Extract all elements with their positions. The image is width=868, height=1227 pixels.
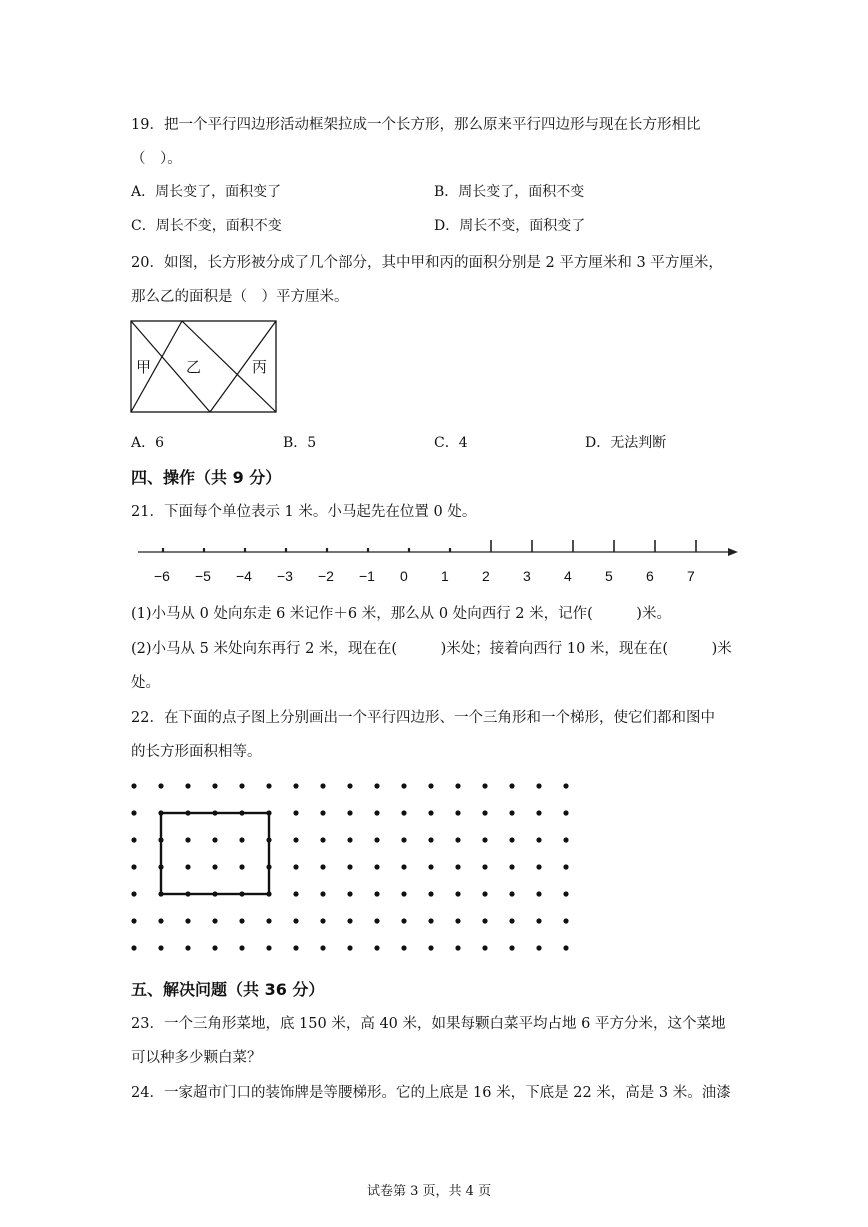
grid-dot[interactable]	[509, 837, 514, 842]
grid-dot[interactable]	[455, 837, 460, 842]
grid-dot[interactable]	[455, 918, 460, 923]
grid-dot[interactable]	[401, 918, 406, 923]
grid-dot[interactable]	[455, 891, 460, 896]
grid-dot[interactable]	[131, 837, 136, 842]
grid-dot[interactable]	[212, 864, 217, 869]
grid-dot[interactable]	[563, 783, 568, 788]
grid-dot[interactable]	[374, 945, 379, 950]
grid-dot[interactable]	[428, 891, 433, 896]
grid-dot[interactable]	[347, 783, 352, 788]
grid-dot[interactable]	[212, 783, 217, 788]
number-line-label: −1	[359, 568, 375, 584]
grid-dot[interactable]	[536, 891, 541, 896]
q22-stem-line1: 22．在下面的点子图上分别画出一个平行四边形、一个三角形和一个梯形，使它们都和图中	[131, 710, 715, 726]
number-line-label: 1	[441, 568, 449, 584]
grid-dot[interactable]	[158, 945, 163, 950]
grid-dot[interactable]	[509, 810, 514, 815]
grid-dot[interactable]	[293, 810, 298, 815]
grid-dot[interactable]	[428, 945, 433, 950]
grid-dot[interactable]	[347, 810, 352, 815]
grid-dot[interactable]	[293, 864, 298, 869]
q19-option-c: C．周长不变，面积不变	[131, 218, 282, 234]
grid-dot[interactable]	[482, 891, 487, 896]
q21-sub2-line2: 处。	[131, 675, 160, 691]
grid-dot[interactable]	[212, 810, 217, 815]
grid-dot[interactable]	[293, 837, 298, 842]
grid-dot[interactable]	[509, 945, 514, 950]
grid-dot[interactable]	[509, 864, 514, 869]
q20-option-b: B．5	[283, 435, 317, 451]
grid-dot[interactable]	[158, 891, 163, 896]
grid-dot[interactable]	[185, 864, 190, 869]
grid-dot[interactable]	[374, 918, 379, 923]
grid-dot[interactable]	[401, 783, 406, 788]
q20-label-jia: 甲	[136, 358, 152, 376]
q20-option-d: D．无法判断	[585, 435, 667, 451]
grid-dot[interactable]	[320, 891, 325, 896]
number-line-label: 5	[605, 568, 613, 584]
q20-label-yi: 乙	[186, 358, 202, 376]
q21-sub1: (1)小马从 0 处向东走 6 米记作＋6 米，那么从 0 处向西行 2 米，记作( )米。	[131, 606, 671, 622]
grid-dot[interactable]	[320, 945, 325, 950]
grid-dot[interactable]	[266, 891, 271, 896]
grid-dot[interactable]	[347, 891, 352, 896]
grid-dot[interactable]	[320, 810, 325, 815]
grid-dot[interactable]	[536, 918, 541, 923]
grid-dot[interactable]	[482, 945, 487, 950]
grid-dot[interactable]	[563, 864, 568, 869]
number-line-label: 3	[523, 568, 531, 584]
grid-dot[interactable]	[185, 945, 190, 950]
grid-dot[interactable]	[185, 918, 190, 923]
grid-dot[interactable]	[266, 810, 271, 815]
grid-dot[interactable]	[401, 837, 406, 842]
grid-dot[interactable]	[428, 864, 433, 869]
grid-dot[interactable]	[185, 783, 190, 788]
grid-dot[interactable]	[374, 837, 379, 842]
q20-option-a: A．6	[131, 435, 165, 451]
q19-option-b: B．周长变了，面积不变	[434, 184, 585, 200]
grid-dot[interactable]	[374, 891, 379, 896]
grid-dot[interactable]	[374, 810, 379, 815]
grid-dot[interactable]	[131, 810, 136, 815]
grid-dot[interactable]	[563, 945, 568, 950]
grid-dot[interactable]	[158, 864, 163, 869]
q20-stem-line1: 20．如图，长方形被分成了几个部分，其中甲和丙的面积分别是 2 平方厘米和 3 平方厘米，	[131, 255, 723, 271]
grid-dot[interactable]	[293, 945, 298, 950]
number-line-label: 6	[646, 568, 654, 584]
grid-dot[interactable]	[158, 810, 163, 815]
grid-dot[interactable]	[401, 810, 406, 815]
grid-dot[interactable]	[482, 918, 487, 923]
q21-number-line	[134, 536, 744, 566]
grid-dot[interactable]	[347, 918, 352, 923]
number-line-label: 2	[482, 568, 490, 584]
grid-dot[interactable]	[455, 810, 460, 815]
grid-dot[interactable]	[293, 891, 298, 896]
grid-dot[interactable]	[239, 891, 244, 896]
q19-option-d: D．周长不变，面积变了	[434, 218, 586, 234]
q22-dot-grid[interactable]	[128, 780, 588, 960]
grid-dot[interactable]	[185, 810, 190, 815]
q19-option-a: A．周长变了，面积变了	[131, 184, 282, 200]
grid-dot[interactable]	[563, 918, 568, 923]
grid-dot[interactable]	[374, 783, 379, 788]
grid-dot[interactable]	[401, 864, 406, 869]
grid-dot[interactable]	[131, 891, 136, 896]
grid-dot[interactable]	[293, 783, 298, 788]
grid-dot[interactable]	[212, 945, 217, 950]
q22-stem-line2: 的长方形面积相等。	[131, 744, 262, 760]
section5-heading: 五、解决问题（共 36 分）	[131, 980, 325, 999]
grid-dot[interactable]	[347, 837, 352, 842]
grid-dot[interactable]	[266, 783, 271, 788]
number-line-label: 0	[400, 568, 408, 584]
grid-dot[interactable]	[185, 837, 190, 842]
grid-dot[interactable]	[374, 864, 379, 869]
grid-dot[interactable]	[158, 783, 163, 788]
grid-dot[interactable]	[239, 918, 244, 923]
grid-dot[interactable]	[266, 918, 271, 923]
grid-dot[interactable]	[266, 864, 271, 869]
grid-dot[interactable]	[563, 837, 568, 842]
grid-dot[interactable]	[320, 783, 325, 788]
grid-dot[interactable]	[536, 783, 541, 788]
grid-dot[interactable]	[239, 864, 244, 869]
grid-dot[interactable]	[131, 918, 136, 923]
grid-dot[interactable]	[482, 837, 487, 842]
grid-dot[interactable]	[131, 864, 136, 869]
grid-dot[interactable]	[509, 891, 514, 896]
grid-dot[interactable]	[482, 810, 487, 815]
grid-dot[interactable]	[266, 945, 271, 950]
q20-option-c: C．4	[434, 435, 468, 451]
grid-dot[interactable]	[536, 864, 541, 869]
q19-stem-line1: 19．把一个平行四边形活动框架拉成一个长方形，那么原来平行四边形与现在长方形相比	[131, 117, 701, 133]
grid-dot[interactable]	[347, 945, 352, 950]
number-line-label: −6	[154, 568, 170, 584]
q21-sub2-line1: (2)小马从 5 米处向东再行 2 米，现在在( )米处；接着向西行 10 米，现在在( )米	[131, 641, 732, 657]
number-line-label: −2	[318, 568, 334, 584]
q20-stem-line2: 那么乙的面积是（ ）平方厘米。	[131, 289, 349, 305]
grid-dot[interactable]	[536, 810, 541, 815]
grid-dot[interactable]	[239, 837, 244, 842]
grid-dot[interactable]	[563, 891, 568, 896]
q20-label-bing: 丙	[252, 358, 268, 376]
grid-dot[interactable]	[212, 837, 217, 842]
q23-stem-line2: 可以种多少颗白菜？	[131, 1050, 262, 1066]
grid-dot[interactable]	[158, 837, 163, 842]
grid-dot[interactable]	[428, 837, 433, 842]
grid-dot[interactable]	[428, 783, 433, 788]
given-rectangle	[161, 813, 269, 894]
q24-stem-line1: 24．一家超市门口的装饰牌是等腰梯形。它的上底是 16 米，下底是 22 米，高是 3 米。油漆	[131, 1085, 731, 1101]
grid-dot[interactable]	[212, 891, 217, 896]
page-footer: 试卷第 3 页，共 4 页	[367, 1184, 492, 1199]
number-line-label: −4	[236, 568, 252, 584]
grid-dot[interactable]	[428, 810, 433, 815]
grid-dot[interactable]	[320, 864, 325, 869]
q19-stem-line2: （ ）。	[131, 151, 182, 167]
number-line-label: 4	[564, 568, 572, 584]
grid-dot[interactable]	[131, 945, 136, 950]
grid-dot[interactable]	[347, 864, 352, 869]
grid-dot[interactable]	[401, 945, 406, 950]
grid-dot[interactable]	[158, 918, 163, 923]
grid-dot[interactable]	[266, 837, 271, 842]
grid-dot[interactable]	[482, 783, 487, 788]
grid-dot[interactable]	[536, 837, 541, 842]
grid-dot[interactable]	[293, 918, 298, 923]
grid-dot[interactable]	[455, 783, 460, 788]
number-line-label: 7	[687, 568, 695, 584]
grid-dot[interactable]	[455, 864, 460, 869]
grid-dot[interactable]	[482, 864, 487, 869]
grid-dot[interactable]	[563, 810, 568, 815]
grid-dot[interactable]	[212, 918, 217, 923]
grid-dot[interactable]	[455, 945, 460, 950]
q23-stem-line1: 23．一个三角形菜地，底 150 米，高 40 米，如果每颗白菜平均占地 6 平方分米，这个菜地	[131, 1016, 726, 1032]
grid-dot[interactable]	[320, 837, 325, 842]
number-line-label: −5	[195, 568, 211, 584]
grid-dot[interactable]	[131, 783, 136, 788]
q21-stem: 21．下面每个单位表示 1 米。小马起先在位置 0 处。	[131, 504, 477, 520]
grid-dot[interactable]	[536, 945, 541, 950]
section4-heading: 四、操作（共 9 分）	[131, 468, 282, 487]
grid-dot[interactable]	[320, 918, 325, 923]
number-line-label: −3	[277, 568, 293, 584]
grid-dot[interactable]	[185, 891, 190, 896]
grid-dot[interactable]	[428, 918, 433, 923]
grid-dot[interactable]	[509, 783, 514, 788]
grid-dot[interactable]	[401, 891, 406, 896]
grid-dot[interactable]	[509, 918, 514, 923]
grid-dot[interactable]	[239, 810, 244, 815]
grid-dot[interactable]	[239, 945, 244, 950]
grid-dot[interactable]	[239, 783, 244, 788]
